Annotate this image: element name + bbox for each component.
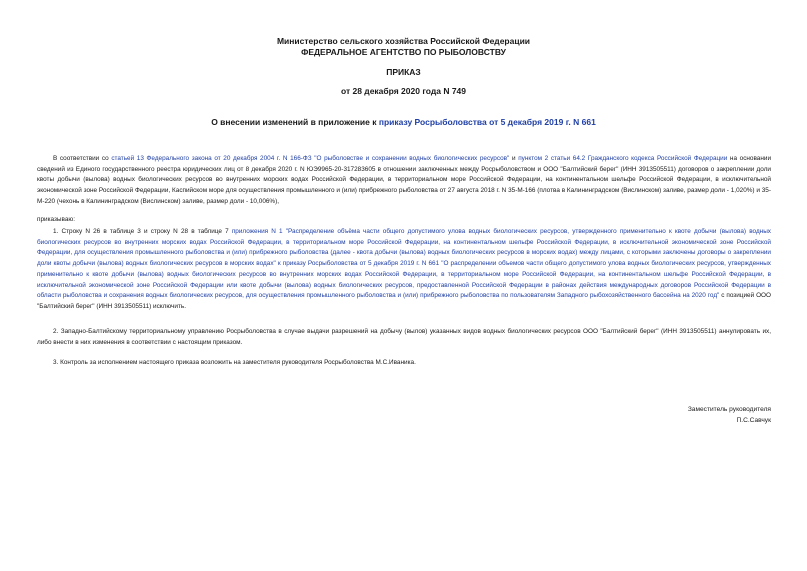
item-1-text-a: 1. Строку N 26 в таблице 3 и строку N 28 в таблице 7 [53, 228, 232, 235]
doc-type: ПРИКАЗ [386, 67, 421, 77]
title-order-link[interactable]: приказу Росрыболовства от 5 декабря 2019 г. N 661 [378, 117, 596, 127]
agency-name: ФЕДЕРАЛЬНОЕ АГЕНТСТВО ПО РЫБОЛОВСТВУ [301, 47, 506, 57]
doc-title [0, 117, 807, 128]
appendix-1-link[interactable]: приложения N 1 "Распределение объёма части общего допустимого улова водных биологических ресурсов, утвержденного применительно к квоте добычи (вылова) водных биологических ресурсов во внутренних морских водах Российской Федерации, в территориальном море Российской Федерации, на континентальном шельфе Российской Федерации, в исключительной экономической зоне Российской Федерации, для осуществления промышленного рыболовства и (или) прибрежного рыболовства (далее - квота добычи (вылова) водных биологических ресурсов в морских водах) между лицами, с которыми заключены договоры о закреплении доли квоты добычи (вылова) водных биологических ресурсов в морских водах" к приказу Росрыболовства от 5 декабря 2019 г. N 661 "О распределении объемов части общего допустимого улова водных биологических ресурсов, утвержденных применительно к квоте добычи (вылова) водных биологических ресурсов во внутренних морских водах Российской Федерации, в территориальном море Российской Федерации, на континентальном шельфе Российской Федерации, в исключительной экономической зоне Российской Федерации или квоте добычи (вылова) водных биологических ресурсов, предоставленной Российской Федерации в районах действия международных договоров Российской Федерации в области рыболовства и сохранения водных биологических ресурсов, для осуществления промышленного рыболовства и (или) прибрежного рыболовства по пользователям Западного рыбохозяйственного бассейна на 2020 год" [37, 228, 771, 300]
preamble-text-2: и [509, 155, 519, 162]
item-1-paragraph [37, 227, 771, 313]
doc-date-number: от 28 декабря 2020 года N 749 [340, 86, 467, 96]
item-3-paragraph: 3. Контроль за исполнением настоящего приказа возложить на заместителя руководителя Росрыболовства М.С.Иваника. [53, 359, 416, 366]
doc-title-text: О внесении изменений в приложение к [211, 117, 379, 127]
preamble-text-1: В соответствии со [53, 155, 112, 162]
signatory-position: Заместитель руководителя [687, 406, 771, 413]
law-article-link[interactable]: статьей 13 Федерального закона от 20 декабря 2004 г. N 166-ФЗ "О рыболовстве и сохранении водных биологических ресурсов" [111, 155, 510, 162]
civil-code-link[interactable]: пунктом 2 статьи 64.2 Гражданского кодекса Российской Федерации [518, 155, 728, 162]
item-2-paragraph: 2. Западно-Балтийскому территориальному управлению Росрыболовства в случае выдачи разрешений на добычу (вылов) указанных видов водных биологических ресурсов ООО "Балтийский берег" (ИНН 3913505511) аннулировать их, либо внести в них изменения в соответствии с настоящим приказом. [37, 328, 771, 346]
preamble-text-3: на основании сведений из Единого государственного реестра юридических лиц от 8 декабря 2020 г. N ЮЭ9965-20-317283605 в отношении заключенных между Росрыболовством и ООО "Балтийский берег" (ИНН 3913505511) договоров о закреплении доли квоты добычи (вылова) водных биологических ресурсов во внутренних морских водах Российской Федерации, в территориальном море Российской Федерации, на континентальном шельфе Российской Федерации, в исключительной экономической зоне Российской Федерации, Каспийском море для осуществления промышленного и (или) прибрежного рыболовства от 27 августа 2018 г. N 35-М-166 (плотва в Калининградском (Вислинском) заливе, размер доли - 1,020%) и 35-М-220 (чехонь в Калининградском (Вислинском) заливе, размер доли - 10,006%), [37, 155, 772, 205]
item-1-text-b: с позицией ООО "Балтийский берег" (ИНН 3913505511) исключить. [37, 292, 771, 310]
order-word: приказываю: [37, 216, 75, 223]
signatory-name: П.С.Савчук [736, 417, 771, 424]
ministry-name: Министерство сельского хозяйства Российской Федерации [276, 36, 531, 46]
preamble-paragraph [37, 154, 771, 208]
